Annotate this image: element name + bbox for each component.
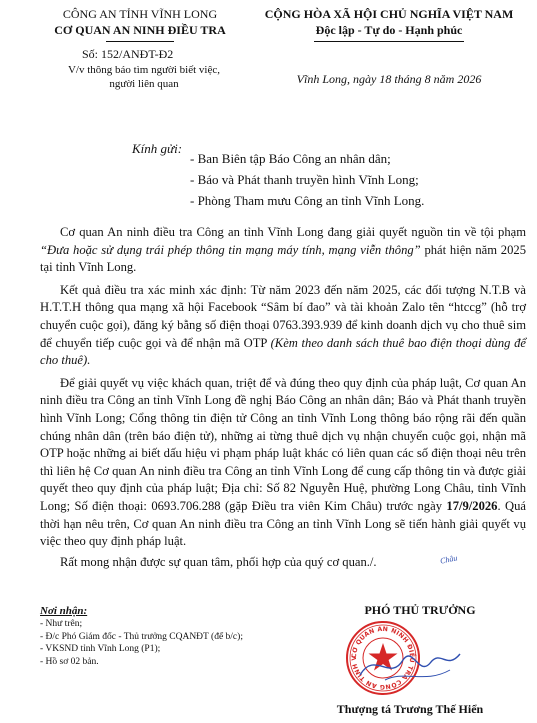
national-motto: Độc lập - Tự do - Hạnh phúc: [315, 23, 463, 37]
paragraph-1-text: Cơ quan An ninh điều tra Công an tỉnh Vĩnh Long đang giải quyết nguồn tin về tội phạm: [60, 225, 526, 239]
paragraph-3-text: Để giải quyết vụ việc khách quan, triệt để và đúng theo quy định của pháp luật, Cơ quan An ninh điều tra Công an tỉnh Vĩnh Long đề nghị Báo Công an nhân dân; Báo và Phát thanh truyền hình Vĩnh Long; Cổng thông tin điện tử Công an tỉnh Vĩnh Long thông báo rộng rãi đến quần chúng nhân dân (trên báo điện tử), những ai từng thuê dịch vụ nhận chuyển cuộc gọi, nhận mã OTP hoặc những ai biết dấu hiệu vi phạm pháp luật khác có liên quan các số điện thoại nêu trên thì liên hệ Cơ quan An ninh điều tra Công an tỉnh Vĩnh Long để cung cấp thông tin và được giải quyết theo quy định của pháp luật; Địa chỉ: Số 82 Nguyễn Huệ, phường Long Châu, tỉnh Vĩnh Long; Số điện thoại: 0693.706.288 (gặp Điều tra viên Kim Châu) trước ngày: [40, 375, 526, 513]
recipient-item: - Báo và Phát thanh truyền hình Vĩnh Long;: [190, 172, 419, 187]
motto-underline: [314, 41, 464, 42]
paragraph-2: [40, 282, 526, 370]
place-date: Vĩnh Long, ngày 18 tháng 8 năm 2026: [296, 72, 482, 86]
agency-name: CÔNG AN TỈNH VĨNH LONG: [62, 7, 218, 21]
paragraph-1-end: phát hiện năm 2025 tại tỉnh Vĩnh Long.: [40, 242, 526, 275]
document-number: Số: 152/ANĐT-Đ2: [82, 47, 174, 61]
noi-nhan-item: - Hồ sơ 02 bản.: [40, 656, 99, 667]
seal-text: CƠ QUAN AN NINH ĐIỀU TRA CÔNG AN TỈNH V: [350, 625, 416, 691]
recipients-list: [190, 148, 424, 211]
paragraph-1: [40, 224, 526, 277]
noi-nhan-label: Nơi nhận:: [40, 605, 88, 617]
offense-quote: “Đưa hoặc sử dụng trái phép thông tin mạng máy tính, mạng viễn thông”: [40, 242, 421, 257]
noi-nhan-item: - Đ/c Phó Giám đốc - Thủ trưởng CQANĐT (để b/c);: [40, 631, 243, 642]
noi-nhan: [40, 604, 243, 668]
document-subject: [40, 63, 248, 91]
paragraph-3-end: . Quá thời hạn nêu trên, Cơ quan An ninh điều tra Công an tỉnh Vĩnh Long sẽ tiến hành giải quyết vụ việc theo quy định pháp luật.: [40, 498, 526, 549]
closing-text: Rất mong nhận được sự quan tâm, phối hợp của quý cơ quan./.: [60, 554, 377, 569]
noi-nhan-list: [40, 618, 243, 668]
handwritten-signature: [355, 640, 465, 690]
department-name: CƠ QUAN AN NINH ĐIỀU TRA: [54, 23, 226, 37]
noi-nhan-item: - Như trên;: [40, 619, 83, 629]
signature-title: PHÓ THỦ TRƯỞNG: [364, 603, 476, 617]
signer-name: Thượng tá Trương Thế Hiển: [336, 702, 484, 716]
country-name: CỘNG HÒA XÃ HỘI CHỦ NGHĨA VIỆT NAM: [264, 7, 514, 21]
header-right: [250, 6, 528, 42]
recipient-item: - Ban Biên tập Báo Công an nhân dân;: [190, 151, 391, 166]
attachment-note: (Kèm theo danh sách thuê bao điện thoại dùng để cho thuê).: [40, 335, 526, 368]
noi-nhan-item: - VKSND tỉnh Vĩnh Long (P1);: [40, 644, 161, 654]
recipient-item: - Phòng Tham mưu Công an tỉnh Vĩnh Long.: [190, 193, 425, 208]
header-left: [40, 6, 240, 42]
paragraph-2-text: Kết quả điều tra xác minh xác định: Từ năm 2023 đến năm 2025, các đối tượng N.T.B và H.T.T.H thông qua mạng xã hội Facebook “Sâm bí đao” và tài khoản Zalo tên “htccg” (hỗ trợ chuyển cuộc gọi), đăng ký bằng số điện thoại 0763.393.939 để kinh doanh dịch vụ cho thuê sim để chuyển tiếp cuộc gọi và để nhận mã OTP: [40, 282, 526, 350]
recipients-label: Kính gửi:: [132, 141, 183, 156]
handwritten-initial: Châu: [439, 553, 459, 566]
deadline-date: 17/9/2026: [446, 498, 498, 513]
subject-line-2: người liên quan: [109, 78, 179, 90]
header-left-underline: [106, 41, 174, 42]
document-body: [40, 224, 526, 571]
subject-line-1: V/v thông báo tìm người biết việc,: [67, 64, 220, 76]
paragraph-3: [40, 375, 526, 551]
